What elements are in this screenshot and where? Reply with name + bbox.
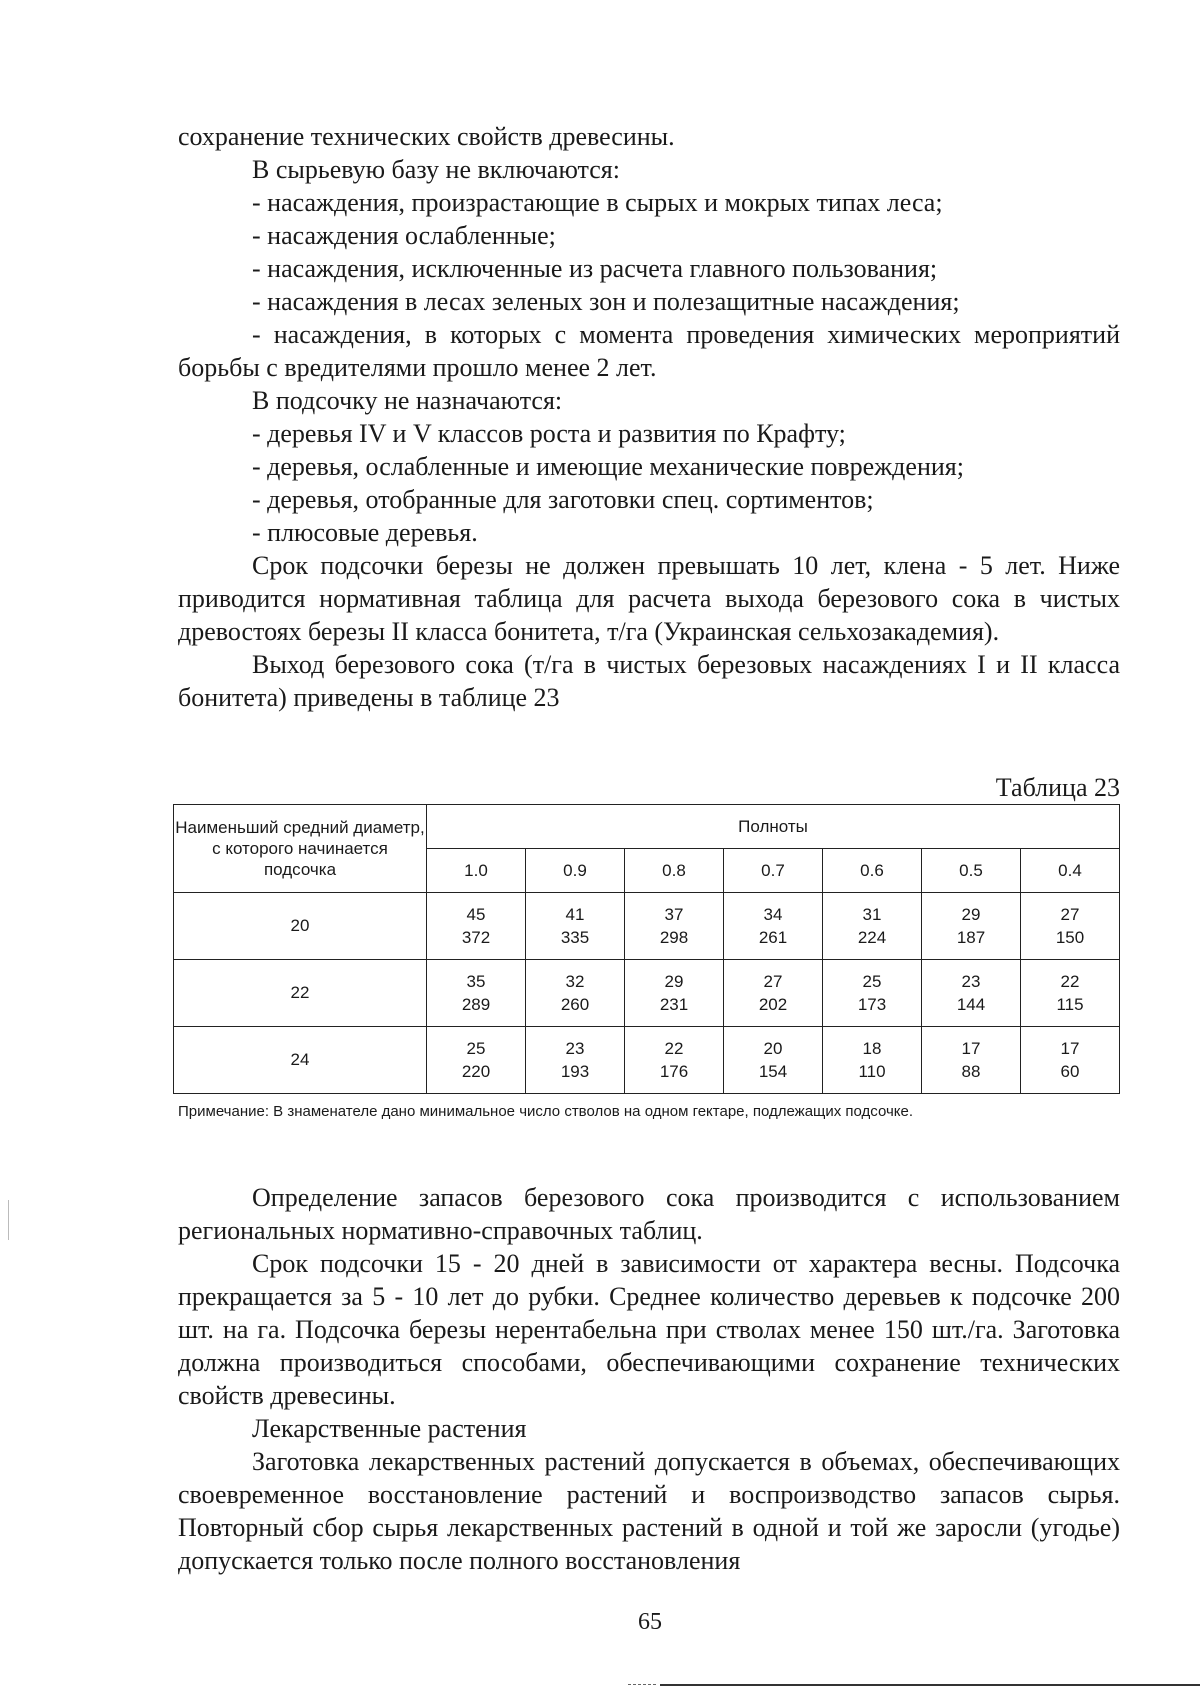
paragraph: - деревья, ослабленные и имеющие механические повреждения; xyxy=(252,452,964,481)
table-cell xyxy=(1021,960,1120,1027)
column-header: 0.6 xyxy=(823,849,922,893)
cell-stems: 173 xyxy=(857,995,887,1014)
table-cell xyxy=(922,1027,1021,1094)
column-header: 0.4 xyxy=(1021,849,1120,893)
row-diameter: 20 xyxy=(174,893,427,960)
paragraph: В подсочку не назначаются: xyxy=(252,386,563,415)
cell-yield: 25 xyxy=(862,972,882,991)
cell-yield: 20 xyxy=(763,1039,783,1058)
cell-yield: 45 xyxy=(466,905,486,924)
table-cell xyxy=(526,1027,625,1094)
cell-yield: 37 xyxy=(664,905,684,924)
cell-yield: 35 xyxy=(466,972,486,991)
sap-yield-table xyxy=(173,804,1120,1094)
paragraph: Заготовка лекарственных растений допускается в объемах, обеспечивающих своевременное восстановление растений и воспроизводство запасов сырья. Повторный сбор сырья лекарственных растений в одной и той же заросли (угодье) допускается только после полного восстановления xyxy=(178,1447,1120,1575)
cell-stems: 220 xyxy=(461,1062,491,1081)
cell-yield: 27 xyxy=(763,972,783,991)
cell-stems: 60 xyxy=(1060,1062,1080,1081)
table-cell xyxy=(823,893,922,960)
row-header-diameter: Наименьший средний диаметр, с которого начинается подсочка xyxy=(174,805,427,893)
table-body xyxy=(174,893,1120,1094)
paragraph: В сырьевую базу не включаются: xyxy=(252,155,620,184)
table-cell xyxy=(625,893,724,960)
cell-yield: 22 xyxy=(1060,972,1080,991)
scan-edge-dash xyxy=(628,1684,656,1686)
paragraph: - плюсовые деревья. xyxy=(252,518,478,547)
table-cell xyxy=(922,960,1021,1027)
paragraph: Срок подсочки березы не должен превышать 10 лет, клена - 5 лет. Ниже приводится нормативная таблица для расчета выхода березового сока в чистых древостоях березы II класса бонитета, т/га (Украинская сельхозакадемия). xyxy=(178,551,1120,646)
paragraph: Срок подсочки 15 - 20 дней в зависимости от характера весны. Подсочка прекращается за 5 - 10 лет до рубки. Среднее количество деревьев к подсочке 200 шт. на га. Подсочка березы нерентабельна при стволах менее 150 шт./га. Заготовка должна производиться способами, обеспечивающими сохранение технических свойств древесины. xyxy=(178,1249,1120,1410)
cell-yield: 23 xyxy=(565,1039,585,1058)
paragraph: - насаждения, исключенные из расчета главного пользования; xyxy=(252,254,938,283)
cell-stems: 224 xyxy=(857,928,887,947)
cell-yield: 31 xyxy=(862,905,882,924)
cell-yield: 32 xyxy=(565,972,585,991)
column-header: 0.8 xyxy=(625,849,724,893)
cell-yield: 29 xyxy=(664,972,684,991)
table-cell xyxy=(1021,893,1120,960)
table-caption: Таблица 23 xyxy=(995,773,1120,802)
cell-stems: 289 xyxy=(461,995,491,1014)
table-cell xyxy=(724,960,823,1027)
table-cell xyxy=(823,1027,922,1094)
paragraph: - деревья IV и V классов роста и развития по Крафту; xyxy=(252,419,846,448)
cell-stems: 193 xyxy=(560,1062,590,1081)
cell-stems: 144 xyxy=(956,995,986,1014)
cell-yield: 25 xyxy=(466,1039,486,1058)
text-block-bottom xyxy=(178,1181,1120,1577)
table-cell xyxy=(1021,1027,1120,1094)
cell-stems: 372 xyxy=(461,928,491,947)
cell-stems: 260 xyxy=(560,995,590,1014)
paragraph: - насаждения ослабленные; xyxy=(252,221,556,250)
table-cell xyxy=(526,960,625,1027)
group-header-density: Полноты xyxy=(427,805,1120,849)
cell-yield: 18 xyxy=(862,1039,882,1058)
table-cell xyxy=(922,893,1021,960)
cell-stems: 231 xyxy=(659,995,689,1014)
table-cell xyxy=(625,1027,724,1094)
cell-stems: 187 xyxy=(956,928,986,947)
paragraph: - насаждения, в которых с момента проведения химических мероприятий борьбы с вредителями прошло менее 2 лет. xyxy=(178,320,1120,382)
table-cell xyxy=(724,1027,823,1094)
column-header: 1.0 xyxy=(427,849,526,893)
paragraph: - насаждения в лесах зеленых зон и полезащитные насаждения; xyxy=(252,287,960,316)
paragraph: сохранение технических свойств древесины. xyxy=(178,122,675,151)
cell-stems: 202 xyxy=(758,995,788,1014)
column-header: 0.7 xyxy=(724,849,823,893)
table-cell xyxy=(526,893,625,960)
cell-yield: 22 xyxy=(664,1039,684,1058)
cell-yield: 17 xyxy=(1060,1039,1080,1058)
column-header: 0.9 xyxy=(526,849,625,893)
table-row xyxy=(174,1027,1120,1094)
table-cell xyxy=(823,960,922,1027)
cell-yield: 34 xyxy=(763,905,783,924)
scan-margin-mark xyxy=(8,1200,9,1240)
scan-edge-line xyxy=(660,1684,1200,1686)
paragraph: Выход березового сока (т/га в чистых березовых насаждениях I и II класса бонитета) приведены в таблице 23 xyxy=(178,650,1120,712)
cell-yield: 23 xyxy=(961,972,981,991)
cell-stems: 335 xyxy=(560,928,590,947)
cell-stems: 298 xyxy=(659,928,689,947)
paragraph: - насаждения, произрастающие в сырых и мокрых типах леса; xyxy=(252,188,943,217)
cell-yield: 41 xyxy=(565,905,585,924)
cell-stems: 150 xyxy=(1055,928,1085,947)
cell-stems: 154 xyxy=(758,1062,788,1081)
text-block-top xyxy=(178,120,1120,714)
cell-stems: 115 xyxy=(1056,995,1084,1014)
cell-stems: 176 xyxy=(659,1062,689,1081)
page-number: 65 xyxy=(638,1609,662,1635)
cell-yield: 27 xyxy=(1060,905,1080,924)
cell-yield: 17 xyxy=(961,1039,981,1058)
cell-stems: 110 xyxy=(858,1062,886,1081)
paragraph: Лекарственные растения xyxy=(252,1414,527,1443)
row-diameter: 22 xyxy=(174,960,427,1027)
table-cell xyxy=(625,960,724,1027)
row-diameter: 24 xyxy=(174,1027,427,1094)
table-cell xyxy=(724,893,823,960)
cell-stems: 261 xyxy=(758,928,788,947)
column-header: 0.5 xyxy=(922,849,1021,893)
table-note: Примечание: В знаменателе дано минимальное число стволов на одном гектаре, подлежащих подсочке. xyxy=(178,1103,914,1120)
paragraph: Определение запасов березового сока производится с использованием региональных нормативно-справочных таблиц. xyxy=(178,1183,1120,1245)
table-row xyxy=(174,893,1120,960)
table-row xyxy=(174,960,1120,1027)
cell-stems: 88 xyxy=(961,1062,981,1081)
table-cell xyxy=(427,1027,526,1094)
cell-yield: 29 xyxy=(961,905,981,924)
table-cell xyxy=(427,960,526,1027)
paragraph: - деревья, отобранные для заготовки спец. сортиментов; xyxy=(252,485,874,514)
table-cell xyxy=(427,893,526,960)
